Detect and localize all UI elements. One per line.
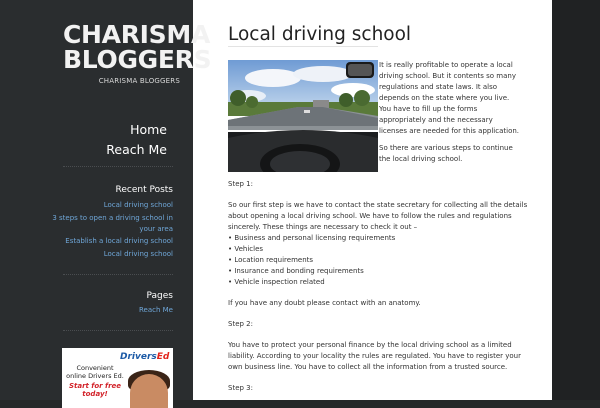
menu-item-reach-me[interactable]: Reach Me xyxy=(106,142,167,157)
step1-paragraph xyxy=(228,200,528,288)
page-link-reach-me[interactable]: Reach Me xyxy=(138,306,173,314)
recent-post-link[interactable]: Establish a local driving school xyxy=(65,237,173,245)
logo-drivers: Drivers xyxy=(120,352,157,362)
sidebar-divider xyxy=(63,274,173,275)
recent-post-link[interactable]: 3 steps to open a driving school in your area xyxy=(52,213,173,233)
main-menu xyxy=(106,120,167,160)
step2-paragraph: You have to protect your personal finance by the local driving school as a limited liability. According to your locality the rules are regulated. You have to register your own business line. You have to collect all the information from a trusted source. xyxy=(228,341,521,371)
pages-list xyxy=(43,305,173,318)
list-item: • Business and personal licensing requirements xyxy=(228,234,396,242)
pages-title: Pages xyxy=(146,291,173,301)
step3-heading: Step 3: xyxy=(228,384,253,392)
step1-body: So our first step is we have to contact the state secretary for collecting all the details about opening a local driving school. We have to follow the rules and regulations sincerely. These things are necessary to check it out – xyxy=(228,201,528,231)
post-image xyxy=(228,60,378,172)
drivers-ed-ad[interactable] xyxy=(62,348,173,408)
list-item: • Vehicles xyxy=(228,245,264,253)
post-title[interactable]: Local driving school xyxy=(228,24,412,45)
logo-ed: Ed xyxy=(156,352,170,362)
ad-text: Convenient online Drivers Ed. xyxy=(66,364,124,380)
list-item: • Location requirements xyxy=(228,256,314,264)
site-description: CHARISMA BLOGGERS xyxy=(98,77,180,85)
step1-heading: Step 1: xyxy=(228,180,253,188)
right-margin-background xyxy=(552,0,600,400)
intro-paragraph-2: So there are various steps to continue the local driving school. xyxy=(379,144,513,163)
post-intro-text xyxy=(379,60,519,171)
ad-person-image xyxy=(130,374,168,408)
recent-posts-list xyxy=(43,200,173,261)
recent-post-link[interactable]: Local driving school xyxy=(103,201,173,209)
drivers-ed-logo xyxy=(120,352,169,362)
step2-heading: Step 2: xyxy=(228,320,253,328)
sidebar-divider xyxy=(63,166,173,167)
list-item: • Insurance and bonding requirements xyxy=(228,267,364,275)
ad-call-to-action: Start for free today! xyxy=(68,382,122,398)
recent-post-link[interactable]: Local driving school xyxy=(103,249,173,258)
doubt-paragraph: If you have any doubt please contact with an anatomy. xyxy=(228,299,421,307)
list-item: • Vehicle inspection related xyxy=(228,278,325,286)
menu-item-home[interactable]: Home xyxy=(130,122,167,137)
post-body xyxy=(228,179,528,400)
sidebar-divider xyxy=(63,330,173,331)
intro-paragraph: It is really profitable to operate a local driving school. But it contents so many regulations and state laws. It also depends on the state where you live. You have to fill up the forms appropriately and the necessary licenses are needed for this application. xyxy=(379,61,520,135)
recent-posts-title: Recent Posts xyxy=(115,185,173,195)
site-title[interactable]: CHARISMA BLOGGERS xyxy=(63,20,212,74)
